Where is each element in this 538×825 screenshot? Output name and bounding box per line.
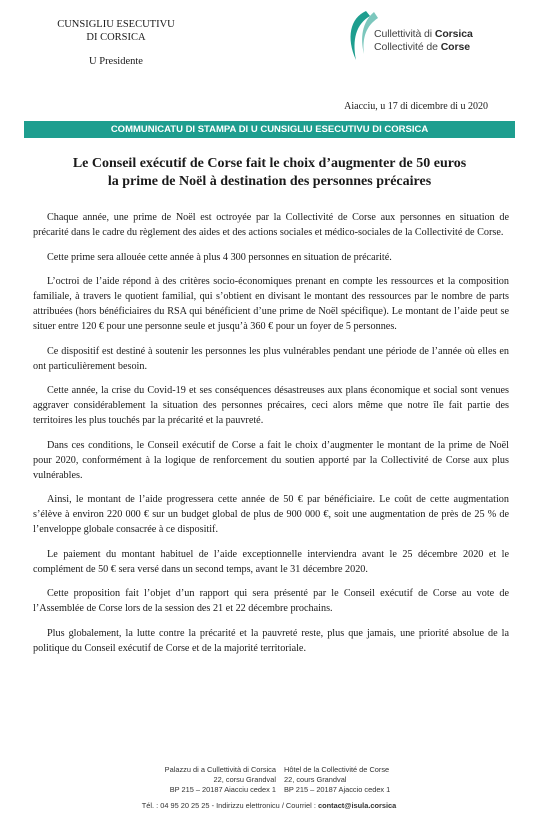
body-paragraph: Plus globalement, la lutte contre la précarité et la pauvreté reste, plus que jamais, une priorité absolue de la politique du Conseil exécutif de Corse et de la majorité territoriale. bbox=[33, 627, 509, 654]
footer-right-line: Hôtel de la Collectivité de Corse bbox=[284, 765, 390, 774]
body-paragraph: Dans ces conditions, le Conseil exécutif de Corse a fait le choix d’augmenter le montant de la prime de Noël pour 2020, conformément à la logique de renforcement du soutien apporté par la Collectivité de Corse aux plus vulnérables. bbox=[33, 439, 509, 481]
body-paragraph: Cette proposition fait l’objet d’un rapport qui sera présenté par le Conseil exécutif de Corse au vote de l’Assemblée de Corse lors de la session des 21 et 22 décembre prochains. bbox=[33, 588, 509, 614]
footer-contact bbox=[0, 801, 538, 810]
footer-left-line: 22, corsu Grandval bbox=[213, 775, 276, 784]
logo-line1-bold: Corsica bbox=[434, 28, 473, 40]
title-line-1: Le Conseil exécutif de Corse fait le choix d’augmenter de 50 euros bbox=[72, 156, 467, 171]
body-paragraph: Cette année, la crise du Covid-19 et ses conséquences désastreuses aux plans économique et social sont venues aggraver considérablement la situation des personnes précaires, ceci alors même que notre île fait partie des territoires les plus touchés par la précarité et la pauvreté. bbox=[33, 385, 509, 426]
footer-left-line: BP 215 – 20187 Aiacciu cedex 1 bbox=[169, 785, 276, 794]
issuer-block bbox=[46, 18, 186, 68]
issuer-line-1: CUNSIGLIU ESECUTIVU bbox=[57, 19, 175, 30]
body-paragraph: L’octroi de l’aide répond à des critères socio-économiques prenant en compte les ressources et la composition familiale, à travers le quotient familial, qui s’obtient en divisant le montant des ressources par le nombre de parts attribuées (hors bénéficiaires du RSA qui bénéficient d’une prime de Noël spécifique). Le montant de l’aide peut se situer entre 120 € pour une personne seule et jusqu’à 360 € pour un foyer de 5 personnes. bbox=[33, 276, 509, 332]
issuer-line-2: DI CORSICA bbox=[86, 32, 146, 43]
page-title bbox=[24, 155, 515, 191]
footer-email-link[interactable]: contact@isula.corsica bbox=[317, 801, 397, 810]
footer-address-french bbox=[284, 765, 434, 795]
logo-line2-text: Collectivité de bbox=[374, 41, 438, 53]
logo-line-corsica bbox=[374, 28, 473, 40]
footer-left-line: Palazzu di a Cullettività di Corsica bbox=[164, 765, 276, 774]
press-release-body bbox=[33, 210, 509, 665]
press-release-banner: COMMUNICATU DI STAMPA DI U CUNSIGLIU ESECUTIVU DI CORSICA bbox=[24, 121, 515, 138]
logo-line2-bold: Corse bbox=[440, 41, 470, 53]
title-line-2: la prime de Noël à destination des personnes précaires bbox=[107, 174, 432, 189]
footer-address-corsican bbox=[128, 765, 276, 795]
footer-right-line: 22, cours Grandval bbox=[284, 775, 347, 784]
body-paragraph: Cette prime sera allouée cette année à plus 4 300 personnes en situation de précarité. bbox=[47, 251, 392, 263]
footer-right-line: BP 215 – 20187 Ajaccio cedex 1 bbox=[284, 785, 391, 794]
body-paragraph: Ce dispositif est destiné à soutenir les personnes les plus vulnérables pendant une période de l’année où elles en ont particulièrement besoin. bbox=[33, 345, 509, 372]
logo-line1-text: Cullettività di bbox=[374, 28, 433, 40]
footer-contact-text: Tél. : 04 95 20 25 25 - Indirizzu elettronicu / Courriel : bbox=[141, 801, 316, 810]
logo-line-corse bbox=[374, 41, 470, 53]
issuer-president: U Presidente bbox=[89, 56, 143, 67]
dateline: Aiacciu, u 17 di dicembre di u 2020 bbox=[344, 101, 488, 112]
collectivite-logo bbox=[344, 8, 514, 64]
body-paragraph: Ainsi, le montant de l’aide progressera cette année de 50 € par bénéficiaire. Le coût de cette augmentation s’élève à environ 220 000 € sur un budget global de plus de 900 000 €, soit une augmentation de près de 25 % de l’enveloppe globale consacrée à ce dispositif. bbox=[33, 494, 509, 535]
body-paragraph: Chaque année, une prime de Noël est octroyée par la Collectivité de Corse aux personnes en situation de précarité dans le cadre du règlement des aides et des actions sociales et médico-sociales de la Collectivité de Corse. bbox=[33, 212, 509, 238]
body-paragraph: Le paiement du montant habituel de l’aide exceptionnelle interviendra avant le 25 décembre 2020 et le complément de 50 € sera versé dans un second temps, avant le 31 décembre 2020. bbox=[33, 548, 509, 575]
